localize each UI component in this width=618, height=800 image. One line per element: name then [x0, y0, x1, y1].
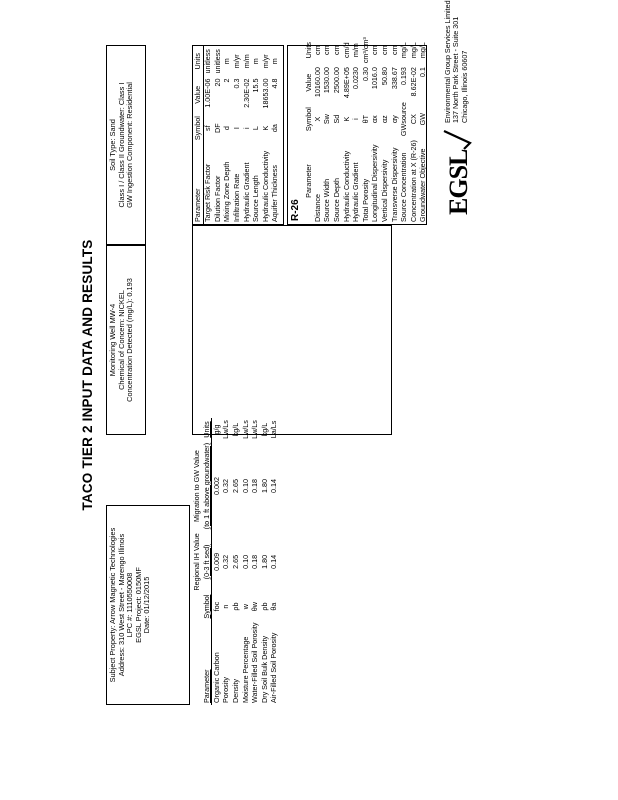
table-cell: Lw/Ls — [240, 420, 250, 439]
table-cell: 0.3 — [232, 78, 242, 89]
table-cell: cm³/cm³ — [360, 37, 370, 64]
table-cell: K — [260, 125, 270, 131]
table-cell: 1530.00 — [322, 67, 332, 94]
col-header: Symbol — [303, 107, 313, 132]
table-cell: 4.89E+05 — [341, 67, 351, 99]
table-cell: GW — [418, 112, 428, 126]
results-box — [192, 225, 392, 435]
table-cell: Hydraulic Conductivity — [260, 150, 270, 222]
table-cell: Total Porosity — [360, 178, 370, 222]
col-header: Symbol — [193, 113, 203, 143]
table-cell: Target Risk Factor — [203, 163, 213, 222]
table-row — [231, 418, 241, 705]
table-row — [361, 35, 371, 224]
table-cell: m — [251, 58, 261, 65]
table-cell: θw — [250, 602, 260, 612]
col-header: Regional IH Value — [192, 533, 202, 591]
table-cell: n — [221, 604, 231, 609]
soil-parameter-table — [192, 420, 279, 705]
table-cell: cm — [370, 45, 380, 55]
table-row — [241, 418, 251, 705]
table-cell: i — [241, 127, 251, 129]
col-header: Parameter — [193, 143, 203, 224]
header-line: Class I / Class II Groundwater: Class I — [116, 82, 126, 208]
table-row — [223, 46, 233, 224]
table-cell: Lw/Ls — [221, 420, 231, 439]
table-cell: d — [222, 126, 232, 131]
header-line: Address: 310 West Street - Marengo Illinois — [116, 533, 126, 677]
table-row — [371, 35, 381, 224]
table-cell: 1.80 — [259, 479, 269, 494]
col-header: Symbol — [201, 594, 211, 619]
table-cell: Groundwater Objective — [418, 148, 428, 222]
table-cell: αy — [389, 115, 399, 123]
table-cell: mg/L — [408, 42, 418, 59]
header-line: EGSL Project: 0150MF — [133, 567, 143, 643]
table-cell: m/yr — [260, 54, 270, 69]
table-cell: kg/L — [231, 422, 241, 437]
header-line: Date: 01/12/2015 — [142, 576, 152, 634]
table-cell: Hydraulic Gradient — [351, 162, 361, 222]
table-cell: 0.193 — [399, 67, 409, 86]
table-cell: ρb — [231, 602, 241, 611]
table-row — [323, 35, 333, 224]
table-row — [261, 46, 271, 224]
table-cell: 0.32 — [221, 479, 231, 494]
table-cell: m/yr — [232, 54, 242, 69]
table-cell: 1.80 — [259, 554, 269, 569]
table-cell: Hydraulic Conductivity — [341, 150, 351, 222]
table-cell: Dry Soil Bulk Density — [259, 635, 269, 703]
table-row — [399, 35, 409, 224]
rotated-document-page — [80, 0, 540, 735]
table-cell: 0.32 — [221, 554, 231, 569]
table-cell: unitless — [212, 49, 222, 74]
table-cell: I — [232, 127, 242, 130]
table-cell: 2.65 — [231, 554, 241, 569]
table-cell: 8.62E-02 — [408, 67, 418, 97]
company-line: 137 North Park Street - Suite 301 — [451, 16, 461, 123]
company-block — [438, 0, 498, 215]
table-cell: X — [312, 116, 322, 122]
table-cell: 0.10 — [240, 554, 250, 569]
table-cell: 0.002 — [211, 477, 221, 496]
table-row — [271, 46, 281, 224]
table-cell: i — [351, 118, 361, 120]
table-cell: 0.10 — [240, 479, 250, 494]
table-cell: 0.0230 — [351, 67, 361, 90]
table-cell: αz — [379, 115, 389, 123]
table-cell: 1016.0 — [370, 67, 380, 90]
table-cell: 0.14 — [269, 554, 279, 569]
table-row — [203, 46, 213, 224]
table-cell: m/m — [241, 54, 251, 69]
table-cell: 2.30E-02 — [241, 78, 251, 108]
table-cell: Distance — [312, 194, 322, 222]
table-cell: g/g — [211, 424, 221, 435]
table-cell: cm — [389, 45, 399, 55]
table-cell: cm — [331, 45, 341, 55]
table-cell: ρb — [259, 602, 269, 611]
table-cell: 0.14 — [269, 479, 279, 494]
table-row — [213, 46, 223, 224]
table-cell: CX — [408, 114, 418, 125]
table-cell: 10160.00 — [312, 67, 322, 98]
table-cell: θa — [269, 602, 279, 611]
table-cell: Air-Filled Soil Porosity — [269, 632, 279, 703]
table-row — [252, 46, 262, 224]
table-cell: 2500.00 — [331, 67, 341, 94]
header-line: Chemical of Concern: NICKEL — [116, 290, 126, 390]
r26-label: R-26 — [290, 199, 301, 221]
col-header: Units — [193, 46, 203, 77]
company-logo: EGSL — [444, 149, 473, 215]
table-cell: 0.18 — [250, 479, 260, 494]
col-header: Value — [193, 77, 203, 114]
table-cell: 2 — [222, 78, 232, 83]
r26-table — [287, 37, 428, 225]
header-line: Monitoring Well MW-4 — [108, 303, 117, 377]
table-cell: Moisture Percentage — [240, 636, 250, 703]
table-cell: 20 — [212, 78, 222, 87]
table-cell: Dilution Factor — [212, 175, 222, 222]
table-cell: K — [341, 116, 351, 122]
table-cell: m — [270, 58, 280, 65]
table-row — [232, 46, 242, 224]
table-cell: cm — [312, 45, 322, 55]
col-header: Units — [303, 41, 313, 59]
table-row — [409, 35, 419, 224]
table-cell: 338.67 — [389, 67, 399, 90]
table-row — [313, 35, 323, 224]
table-cell: Source Depth — [331, 178, 341, 222]
table-cell: foc — [211, 601, 221, 612]
table-cell: 50.80 — [379, 67, 389, 86]
table-cell: Organic Carbon — [211, 652, 221, 703]
table-cell: Density — [231, 679, 241, 703]
table-cell: cm — [322, 45, 332, 55]
table-row — [332, 35, 342, 224]
table-row — [260, 418, 270, 705]
table-cell: Longitudinal Dispersivity — [370, 144, 380, 222]
table-cell: Transverse Dispersivity — [389, 147, 399, 222]
company-line: Environmental Group Services Limited — [443, 0, 452, 123]
table-cell: θT — [360, 114, 370, 124]
table-cell: Infiltration Rate — [232, 173, 242, 222]
table-cell: Hydraulic Gradient — [241, 162, 251, 222]
table-cell: Porosity — [221, 677, 231, 703]
table-cell: 15.5 — [251, 78, 261, 93]
table-cell: cm/d — [341, 42, 351, 58]
header-line: Concentration Detected (mg/L): 0.193 — [125, 278, 135, 402]
col-header: Value — [303, 73, 313, 92]
table-cell: Concentration at X (R-26) — [408, 140, 418, 222]
table-cell: 1.00E-06 — [203, 78, 213, 108]
header-line: GW Ingestion Component: Residential — [125, 82, 135, 208]
table-cell: L — [251, 126, 261, 131]
table-cell: Sw — [322, 114, 332, 125]
table-row — [390, 35, 400, 224]
col-header: (0-3 ft sed) — [202, 531, 212, 592]
table-row — [419, 35, 429, 224]
table-cell: GWsource — [399, 102, 409, 137]
table-cell: 0.30 — [360, 67, 370, 82]
header-well-box — [106, 245, 146, 435]
table-cell: 4.8 — [270, 78, 280, 89]
table-cell: Mixing Zone Depth — [222, 161, 232, 222]
table-row — [251, 418, 261, 705]
table-cell: da — [270, 124, 280, 133]
table-cell: Sd — [331, 114, 341, 124]
table-cell: mg/L — [418, 42, 428, 59]
table-row — [212, 418, 222, 705]
header-soil-box — [106, 45, 146, 245]
table-cell: mg/L — [399, 42, 409, 59]
table-cell: La/Ls — [269, 420, 279, 439]
company-line: Chicago, Illinois 60607 — [459, 50, 469, 123]
header-project-box — [106, 505, 190, 705]
table-cell: m/m — [351, 43, 361, 58]
table-cell: w — [240, 604, 250, 610]
table-cell: Source Concentration — [399, 152, 409, 222]
table-cell: αx — [370, 115, 380, 123]
page-title: TACO TIER 2 INPUT DATA AND RESULTS — [80, 239, 95, 511]
table-row — [380, 35, 390, 224]
table-cell: Water-Filled Soil Porosity — [250, 622, 260, 703]
table-row — [222, 418, 232, 705]
table-cell: Source Width — [322, 178, 332, 222]
col-header: Parameter — [303, 164, 313, 198]
col-header: Units — [202, 418, 212, 441]
table-cell: sf — [203, 125, 213, 131]
table-cell: 0.18 — [250, 554, 260, 569]
table-cell: 0.009 — [211, 552, 221, 571]
table-row — [351, 35, 361, 224]
table-cell: DF — [212, 123, 222, 133]
header-line: Subject Property: Arrow Magnetic Technologies — [108, 527, 117, 683]
table-cell: Lw/Ls — [250, 420, 260, 439]
table-cell: kg/L — [259, 422, 269, 437]
col-header: Migration to GW Value — [192, 450, 202, 522]
table-cell: Aquifer Thickness — [270, 165, 280, 222]
col-header: Parameter — [202, 621, 212, 705]
col-header: (to 1 ft above groundwater) — [201, 442, 211, 530]
header-line: LPC #: 1110550008 — [125, 572, 135, 638]
table-cell: cm — [379, 45, 389, 55]
table-cell: m — [222, 58, 232, 65]
header-line: Soil Type: Sand — [108, 119, 117, 171]
table-cell: unitless — [203, 49, 213, 74]
table-cell: 18653.00 — [260, 78, 270, 109]
table-cell: Source Length — [251, 175, 261, 222]
logo-check-icon — [442, 129, 472, 151]
table-cell: Vertical Dispersivity — [379, 159, 389, 222]
table-row — [342, 35, 352, 224]
table-cell: 2.65 — [231, 479, 241, 494]
groundwater-parameter-table — [192, 45, 284, 225]
table-cell: 0.1 — [418, 67, 428, 78]
table-row — [242, 46, 252, 224]
table-row — [270, 418, 280, 705]
